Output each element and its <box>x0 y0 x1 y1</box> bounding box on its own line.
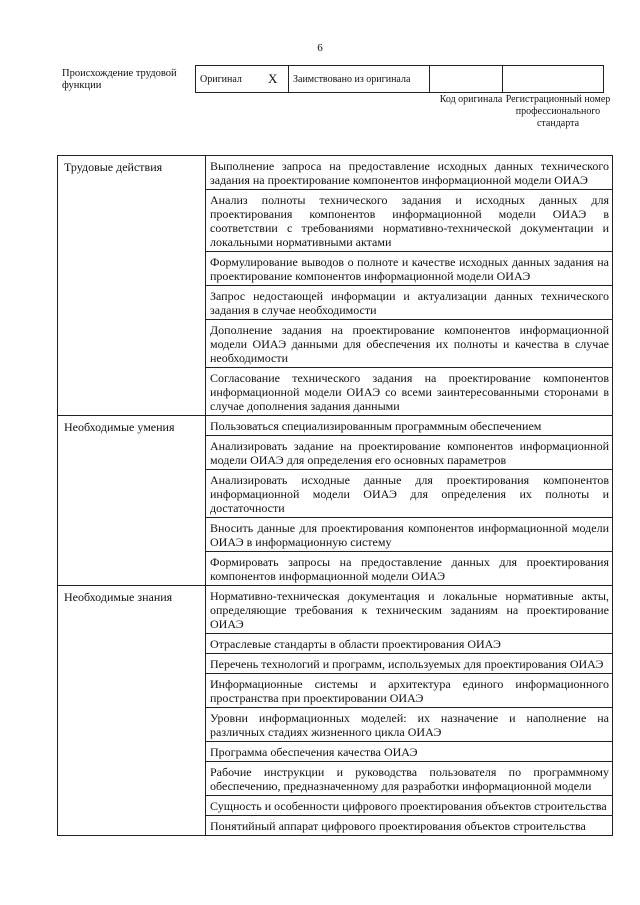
original-code-note: Код оригинала <box>439 94 503 105</box>
original-mark: X <box>268 71 278 86</box>
required-knowledge-item: Понятийный аппарат цифрового проектирования объектов строительства <box>206 816 613 836</box>
function-details-body <box>58 156 613 836</box>
required-skills-item: Формировать запросы на предоставление данных для проектирования компонентов информационной модели ОИАЭ <box>206 552 613 586</box>
labor-actions-item: Согласование технического задания на проектирование компонентов информационной модели ОИАЭ со всеми заинтересованными сторонами в случае дополнения задания данными <box>206 368 613 416</box>
original-code-cell <box>430 66 503 93</box>
required-knowledge-item: Отраслевые стандарты в области проектирования ОИАЭ <box>206 634 613 654</box>
labor-actions-item: Дополнение задания на проектирование компонентов информационной модели ОИАЭ данными для обеспечения их полноты и качества в случае необходимости <box>206 320 613 368</box>
required-knowledge-heading: Необходимые знания <box>58 586 206 836</box>
function-details-table <box>57 155 613 836</box>
registration-number-note: Регистрационный номер профессионального стандарта <box>505 94 611 129</box>
required-knowledge-item: Сущность и особенности цифрового проектирования объектов строительства <box>206 796 613 816</box>
required-skills-heading: Необходимые умения <box>58 416 206 586</box>
required-knowledge-item: Уровни информационных моделей: их назначение и наполнение на различных стадиях жизненного цикла ОИАЭ <box>206 708 613 742</box>
page-number: 6 <box>317 42 323 54</box>
table-row <box>58 156 613 190</box>
labor-actions-item: Формулирование выводов о полноте и качестве исходных данных задания на проектирование компонентов информационной модели ОИАЭ <box>206 252 613 286</box>
required-knowledge-item: Перечень технологий и программ, используемых для проектирования ОИАЭ <box>206 654 613 674</box>
original-cell <box>196 66 289 93</box>
required-knowledge-item: Нормативно-техническая документация и локальные нормативные акты, определяющие требования к техническим заданиям на проектирование ОИАЭ <box>206 586 613 634</box>
labor-actions-heading: Трудовые действия <box>58 156 206 416</box>
labor-actions-item: Запрос недостающей информации и актуализации данных технического задания в случае необходимости <box>206 286 613 320</box>
labor-actions-item: Анализ полноты технического задания и исходных данных для проектирования компонентов информационной модели ОИАЭ в соответствии с требованиями нормативно-технической документации и локальными нормативными актами <box>206 190 613 252</box>
borrowed-label: Заимствовано из оригинала <box>293 73 411 85</box>
table-row <box>58 416 613 436</box>
labor-actions-item: Выполнение запроса на предоставление исходных данных технического задания на проектирование компонентов информационной модели ОИАЭ <box>206 156 613 190</box>
required-skills-item: Пользоваться специализированным программным обеспечением <box>206 416 613 436</box>
required-knowledge-item: Рабочие инструкции и руководства пользователя по программному обеспечению, предназначенному для разработки информационной модели <box>206 762 613 796</box>
required-knowledge-item: Программа обеспечения качества ОИАЭ <box>206 742 613 762</box>
required-skills-item: Анализировать задание на проектирование компонентов информационной модели ОИАЭ для определения его основных параметров <box>206 436 613 470</box>
borrowed-cell <box>289 66 430 93</box>
original-label: Оригинал <box>200 73 242 85</box>
origin-table <box>195 65 604 93</box>
registration-number-cell <box>503 66 604 93</box>
required-skills-item: Анализировать исходные данные для проектирования компонентов информационной модели ОИАЭ для определения их полноты и достаточности <box>206 470 613 518</box>
required-knowledge-item: Информационные системы и архитектура единого информационного пространства при проектировании ОИАЭ <box>206 674 613 708</box>
origin-label: Происхождение трудовой функции <box>62 68 177 91</box>
required-skills-item: Вносить данные для проектирования компонентов информационной модели ОИАЭ в информационную систему <box>206 518 613 552</box>
table-row <box>58 586 613 634</box>
